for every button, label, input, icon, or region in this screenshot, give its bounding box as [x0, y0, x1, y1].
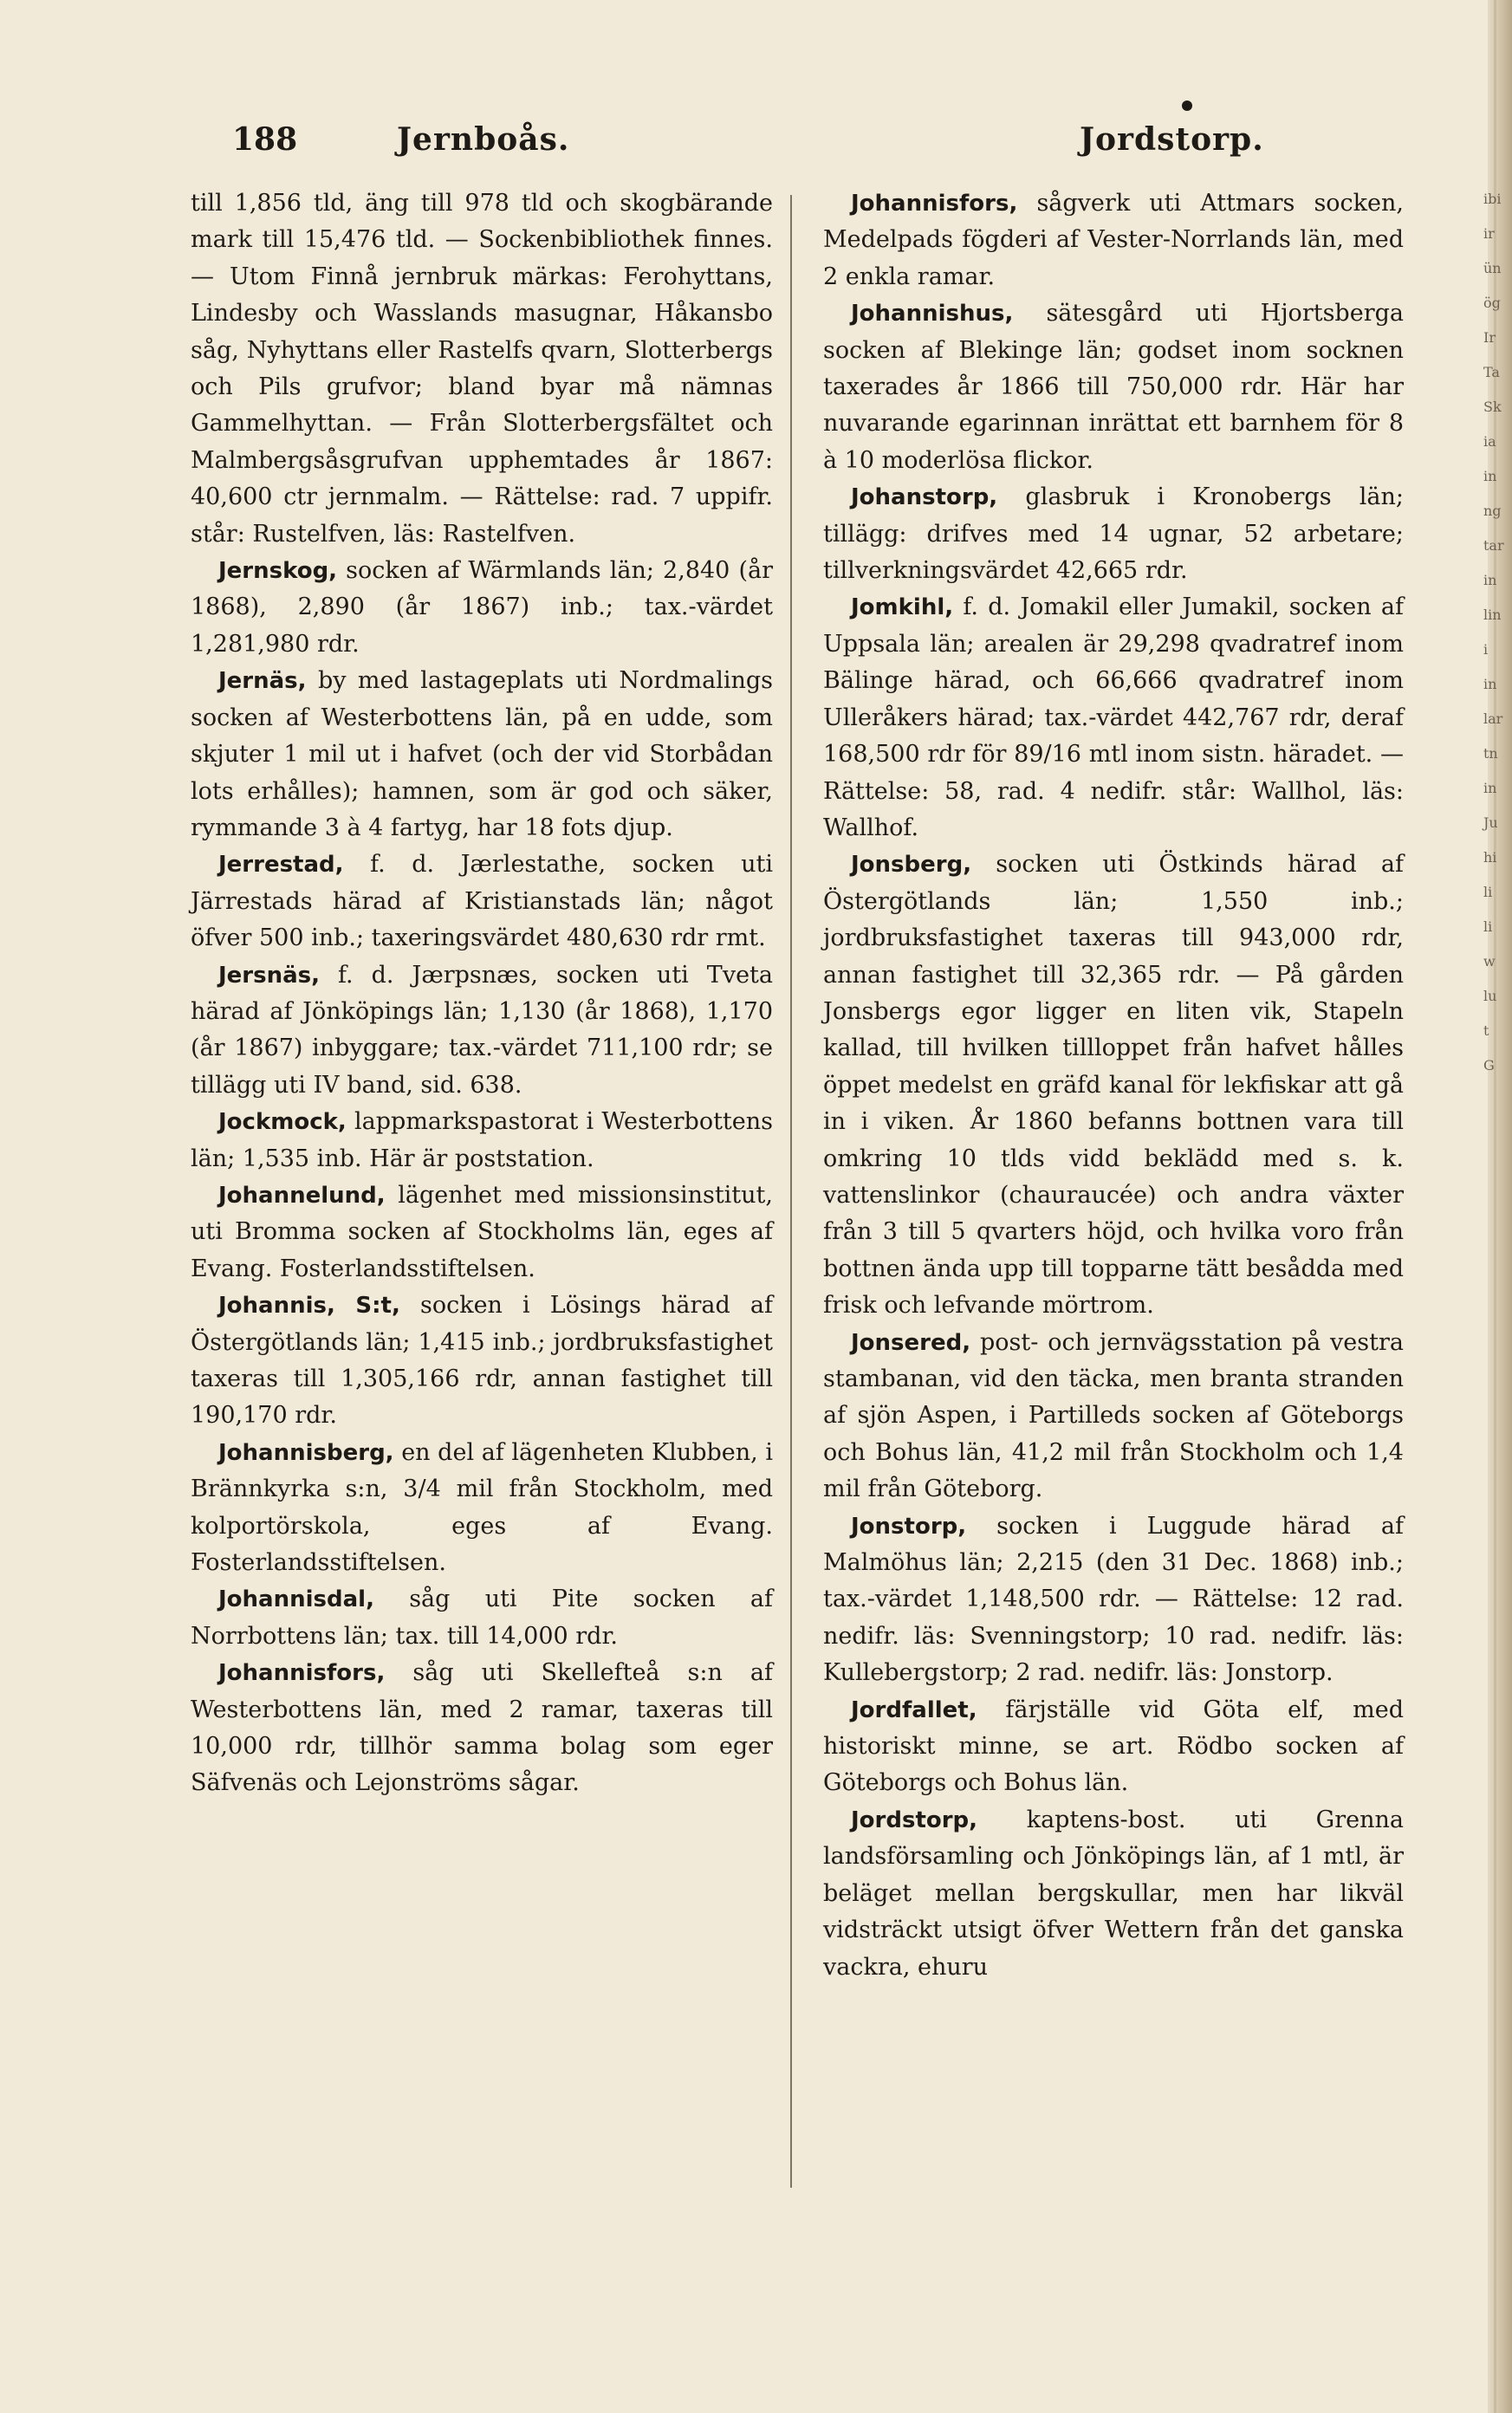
entry-headword: Jersnäs,	[218, 962, 321, 989]
dictionary-entry	[191, 1655, 773, 1802]
margin-fragment: w	[1483, 953, 1496, 970]
dictionary-entry	[191, 957, 773, 1105]
dictionary-entry	[823, 1692, 1404, 1802]
entry-text: färjställe vid Göta elf, med historiskt minne, se art. Rödbo socken af Göteborgs och Bohus län.	[823, 1696, 1404, 1797]
left-running-head: Jernboås.	[397, 121, 570, 158]
entry-headword: Johannisfors,	[851, 191, 1018, 217]
entry-headword: Jernskog,	[218, 558, 338, 585]
margin-fragment: ibi	[1483, 191, 1502, 207]
entry-headword: Johanstorp,	[851, 484, 998, 511]
dictionary-entry	[191, 1435, 773, 1582]
margin-fragment: in	[1483, 468, 1497, 484]
entry-text: lägenhet med missionsinstitut, uti Bromma socken af Stockholms län, eges af Evang. Fosterlandsstiftelsen.	[191, 1181, 773, 1282]
margin-fragment: tar	[1483, 537, 1504, 554]
entry-text: en del af lägenheten Klubben, i Brännkyrka s:n, 3/4 mil från Stockholm, med kolportörskola, eges af Evang. Fosterlandsstiftelsen.	[191, 1438, 773, 1577]
running-header	[0, 121, 1512, 173]
dictionary-entry	[823, 1508, 1404, 1692]
dictionary-entry	[191, 1104, 773, 1177]
entry-headword: Jordfallet,	[851, 1696, 977, 1723]
margin-fragment: t	[1483, 1022, 1489, 1039]
entry-headword: Jonsberg,	[851, 852, 972, 879]
dictionary-entry	[823, 589, 1404, 846]
entry-text: kaptens-bost. uti Grenna landsförsamling och Jönköpings län, af 1 mtl, är beläget mellan bergskullar, men har likväl vidsträckt utsigt öfver Wettern från det ganska vackra, ehuru	[823, 1806, 1404, 1981]
margin-fragment: ng	[1483, 503, 1502, 519]
margin-fragment: lar	[1483, 710, 1503, 727]
left-entry-list	[191, 553, 773, 1802]
page-number: 188	[232, 121, 298, 158]
margin-fragment: li	[1483, 918, 1493, 935]
entry-text: såg uti Pite socken af Norrbottens län; tax. till 14,000 rdr.	[191, 1586, 773, 1650]
dictionary-entry	[191, 1581, 773, 1655]
entry-text: by med lastageplats uti Nordmalings socken af Westerbottens län, på en udde, som skjuter 1 mil ut i hafvet (och der vid Storbådan lots erhålles); hamnen, som är god och säker, rymmande 3 à 4 fartyg, har 18 fots djup.	[191, 667, 773, 841]
margin-fragment: lin	[1483, 606, 1502, 623]
margin-fragment: Sk	[1483, 399, 1502, 415]
margin-fragment: in	[1483, 572, 1497, 588]
right-column	[823, 185, 1404, 1986]
entry-text: socken uti Östkinds härad af Östergötlands län; 1,550 inb.; jordbruksfastighet taxeras till 943,000 rdr, annan fastighet till 32,365 rdr. — På gården Jonsbergs egor ligger en liten vik, Stapeln kallad, till hvilken tillloppet från hafvet hålles öppet medelst en gräfd kanal för lekfiskar att gå in i viken. År 1860 befanns bottnen vara till omkring 10 tlds vidd beklädd med s. k. vattenslinkor (chauraucée) och andra växter från 3 till 5 qvarters höjd, och hvilka voro från bottnen ända upp till topparne tätt besådda med frisk och lefvande mörtrom.	[823, 851, 1404, 1320]
entry-text: glasbruk i Kronobergs län; tillägg: drifves med 14 ugnar, 52 arbetare; tillverkningsvärdet 42,665 rdr.	[823, 483, 1404, 585]
right-entry-list	[823, 185, 1404, 1986]
margin-fragment: in	[1483, 780, 1497, 796]
entry-text: socken af Wärmlands län; 2,840 (år 1868), 2,890 (år 1867) inb.; tax.-värdet 1,281,980 rdr.	[191, 557, 773, 658]
margin-fragment: Ir	[1483, 329, 1496, 346]
entry-text: lappmarkspastorat i Westerbottens län; 1,535 inb. Här är poststation.	[191, 1108, 773, 1172]
entry-headword: Johannisdal,	[218, 1586, 374, 1613]
entry-text: f. d. Jomakil eller Jumakil, socken af Uppsala län; arealen är 29,298 qvadratref inom Bälinge härad, och 66,666 qvadratref inom Ulleråkers härad; tax.-värdet 442,767 rdr, deraf 168,500 rdr för 89/16 mtl inom sistn. häradet. — Rättelse: 58, rad. 4 nedifr. står: Wallhol, läs: Wallhof.	[823, 594, 1404, 841]
dictionary-entry	[823, 479, 1404, 589]
dictionary-entry	[191, 553, 773, 663]
dictionary-entry	[191, 1288, 773, 1435]
dictionary-entry	[823, 1802, 1404, 1986]
margin-fragment: i	[1483, 641, 1489, 658]
entry-headword: Jernäs,	[218, 668, 307, 695]
margin-fragment: in	[1483, 676, 1497, 692]
dictionary-entry	[191, 1177, 773, 1288]
entry-text: socken i Lösings härad af Östergötlands län; 1,415 inb.; jordbruksfastighet taxeras till 1,305,166 rdr, annan fastighet till 190,170 rdr.	[191, 1292, 773, 1430]
entry-text: f. d. Jærlestathe, socken uti Järrestads härad af Kristianstads län; något öfver 500 inb.; taxeringsvärdet 480,630 rdr rmt.	[191, 851, 773, 952]
entry-headword: Johannisberg,	[218, 1439, 394, 1466]
continued-entry-text: till 1,856 tld, äng till 978 tld och skogbärande mark till 15,476 tld. — Sockenbibliothek finnes. — Utom Finnå jernbruk märkas: Ferohyttans, Lindesby och Wasslands masugnar, Håkansbo såg, Nyhyttans eller Rastelfs qvarn, Slotterbergs och Pils grufvor; bland byar må nämnas Gammelhyttan. — Från Slotterbergsfältet och Malmbergsåsgrufvan upphemtades år 1867: 40,600 ctr jernmalm. — Rättelse: rad. 7 uppifr. står: Rustelfven, läs: Rastelfven.	[191, 190, 773, 548]
entry-text: sätesgård uti Hjortsberga socken af Blekinge län; godset inom socknen taxerades år 1866 till 750,000 rdr. Här har nuvarande egarinnan inrättat ett barnhem för 8 à 10 moderlösa flickor.	[823, 300, 1404, 474]
ink-dot	[1182, 101, 1192, 111]
entry-headword: Jonsered,	[851, 1329, 971, 1356]
margin-fragment: tn	[1483, 745, 1498, 762]
dictionary-entry	[191, 846, 773, 957]
margin-fragment: ia	[1483, 433, 1496, 450]
margin-fragment: lu	[1483, 988, 1497, 1004]
margin-fragment: Ju	[1483, 814, 1498, 831]
dictionary-entry	[191, 663, 773, 846]
margin-fragment: ög	[1483, 295, 1501, 311]
margin-fragment: Ta	[1483, 364, 1500, 380]
entry-headword: Johannishus,	[851, 301, 1014, 328]
entry-headword: Jockmock,	[218, 1109, 347, 1136]
entry-headword: Jomkihl,	[851, 594, 954, 621]
adjacent-page-fragments	[1483, 182, 1504, 1083]
margin-fragment: hi	[1483, 849, 1497, 866]
margin-fragment: ün	[1483, 260, 1502, 276]
entry-headword: Johannisfors,	[218, 1660, 386, 1687]
entry-headword: Johannis, S:t,	[218, 1293, 400, 1320]
entry-text: socken i Luggude härad af Malmöhus län; 2,215 (den 31 Dec. 1868) inb.; tax.-värdet 1,148,500 rdr. — Rättelse: 12 rad. nedifr. läs: Svenningstorp; 10 rad. nedifr. läs: Kullebergstorp; 2 rad. nedifr. läs: Jonstorp.	[823, 1512, 1404, 1687]
right-running-head: Jordstorp.	[1080, 121, 1264, 158]
dictionary-entry	[823, 185, 1404, 295]
left-column	[191, 185, 773, 1802]
dictionary-entry	[823, 295, 1404, 479]
entry-text: sågverk uti Attmars socken, Medelpads fögderi af Vester-Norrlands län, med 2 enkla ramar.	[823, 190, 1404, 290]
margin-fragment: G	[1483, 1057, 1495, 1074]
dictionary-entry	[823, 846, 1404, 1324]
entry-headword: Jerrestad,	[218, 852, 344, 879]
entry-text: såg uti Skellefteå s:n af Westerbottens län, med 2 ramar, taxeras till 10,000 rdr, tillhör samma bolag som eger Säfvenäs och Lejonströms sågar.	[191, 1659, 773, 1797]
entry-headword: Jonstorp,	[851, 1513, 967, 1540]
entry-headword: Johannelund,	[218, 1182, 386, 1209]
entry-headword: Jordstorp,	[851, 1807, 978, 1833]
margin-fragment: ir	[1483, 225, 1495, 242]
entry-text: f. d. Jærpsnæs, socken uti Tveta härad af Jönköpings län; 1,130 (år 1868), 1,170 (år 1867) inbyggare; tax.-värdet 711,100 rdr; se tillägg uti IV band, sid. 638.	[191, 961, 773, 1099]
column-divider	[790, 195, 792, 2188]
entry-text: post- och jernvägsstation på vestra stambanan, vid den täcka, men branta stranden af sjön Aspen, i Partilleds socken af Göteborgs och Bohus län, 41,2 mil från Stockholm och 1,4 mil från Göteborg.	[823, 1328, 1404, 1503]
dictionary-entry	[823, 1325, 1404, 1508]
margin-fragment: li	[1483, 884, 1493, 900]
